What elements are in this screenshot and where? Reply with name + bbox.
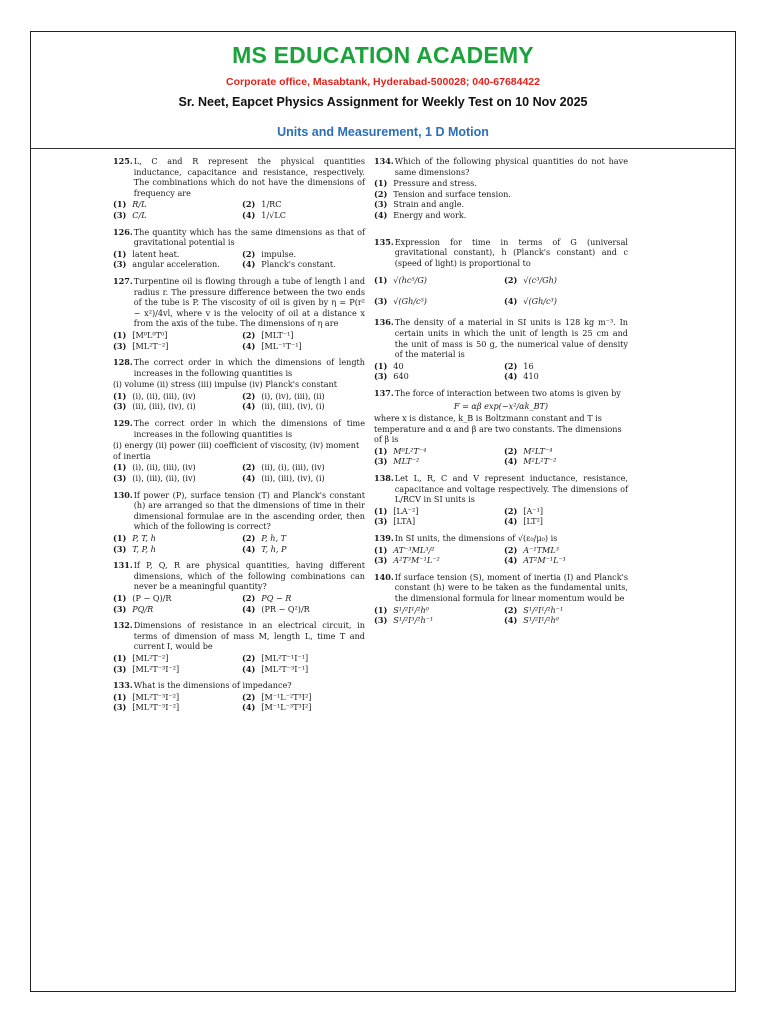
- question-stem: [374, 473, 628, 505]
- option-item: [504, 506, 628, 517]
- option-item: [242, 473, 365, 484]
- option-text: Energy and work.: [393, 209, 467, 220]
- option-item: [242, 391, 365, 402]
- option-text: A²T³M⁻¹L⁻²: [393, 555, 440, 566]
- question-number: 140.: [374, 571, 394, 582]
- options-grid: [113, 533, 365, 554]
- option-item: [374, 545, 498, 556]
- option-text: Tension and surface tension.: [393, 188, 511, 199]
- option-number: (1): [113, 248, 127, 259]
- option-number: (2): [242, 691, 256, 702]
- option-number: (4): [242, 473, 256, 484]
- question-number: 139.: [374, 533, 394, 544]
- option-item: [113, 341, 236, 352]
- option-text: 1/RC: [261, 199, 282, 210]
- option-item: [242, 341, 365, 352]
- option-item: [113, 249, 236, 260]
- option-item: [374, 269, 498, 290]
- option-text: [ML³T⁻³I⁻²]: [132, 702, 180, 713]
- option-text: [M⁰L⁰T⁰]: [132, 329, 168, 340]
- left-column: [113, 156, 365, 719]
- question-135: [374, 237, 628, 312]
- option-text: 410: [523, 371, 539, 382]
- option-text: [ML²T⁻³I⁻¹]: [261, 663, 309, 674]
- option-number: (4): [242, 603, 256, 614]
- option-number: (4): [242, 401, 256, 412]
- option-item: [242, 401, 365, 412]
- option-number: (2): [374, 188, 388, 199]
- option-number: (4): [504, 555, 518, 566]
- question-134: [374, 156, 628, 231]
- option-text: √(c³/Gh): [523, 274, 557, 285]
- question-131: [113, 560, 365, 614]
- option-number: (4): [504, 371, 518, 382]
- option-text: [LTA]: [393, 516, 416, 527]
- option-number: (3): [113, 663, 127, 674]
- option-text: Strain and angle.: [393, 199, 465, 210]
- option-number: (1): [113, 691, 127, 702]
- option-item: [504, 456, 628, 467]
- option-text: R/L: [132, 199, 147, 210]
- option-text: (i), (iii), (ii), (iv): [132, 473, 196, 484]
- question-stem: [374, 533, 628, 544]
- option-text: [ML²T⁻²]: [132, 652, 169, 663]
- option-item: [113, 544, 236, 555]
- option-number: (3): [374, 199, 388, 210]
- option-item: [113, 462, 236, 473]
- question-126: [113, 227, 365, 270]
- option-item: [374, 516, 498, 527]
- option-item: [504, 615, 628, 626]
- option-number: (1): [113, 390, 127, 401]
- option-text: [A⁻¹]: [523, 505, 543, 516]
- option-item: [113, 473, 236, 484]
- option-number: (3): [374, 456, 388, 467]
- option-item: [113, 593, 236, 604]
- option-item: [113, 330, 236, 341]
- option-text: √(hc⁵/G): [393, 274, 427, 285]
- option-text: [M⁻¹L⁻²T³I²]: [261, 691, 312, 702]
- option-number: (2): [242, 329, 256, 340]
- option-text: angular acceleration.: [132, 259, 220, 270]
- option-item: [242, 544, 365, 555]
- option-item: [242, 330, 365, 341]
- option-text: [LA⁻²]: [393, 505, 419, 516]
- option-number: (2): [242, 390, 256, 401]
- question-text: In SI units, the dimensions of √(ε₀/μ₀) is: [394, 533, 558, 544]
- option-number: (1): [374, 360, 388, 371]
- question-text: The density of a material in SI units is 128 kg m⁻³. In certain units in which the unit of length is 25 cm and the unit of mass is 50 g, the numerical value of density of the material is: [394, 317, 628, 360]
- option-number: (2): [504, 445, 518, 456]
- question-text: What is the dimensions of impedance?: [133, 680, 292, 691]
- page-header: [30, 40, 736, 140]
- option-item: [113, 533, 236, 544]
- option-text: [ML²T⁻³I⁻²]: [132, 691, 180, 702]
- option-number: (2): [242, 248, 256, 259]
- question-stem: [113, 490, 365, 532]
- question-gap: [374, 221, 628, 231]
- corporate-address: Corporate office, Masabtank, Hyderabad-500028; 040-67684422: [226, 76, 540, 88]
- option-item: [374, 189, 628, 200]
- option-number: (1): [113, 329, 127, 340]
- option-text: 640: [393, 371, 409, 382]
- option-number: (4): [242, 209, 256, 220]
- question-text: Let L, R, C and V represent inductance, resistance, capacitance and voltage respectively. The dimensions of L/RCV in SI units is: [394, 473, 628, 505]
- options-grid: [374, 178, 628, 220]
- option-number: (3): [113, 543, 127, 554]
- right-column: [374, 156, 628, 632]
- question-stem: [113, 680, 365, 691]
- option-number: (3): [374, 555, 388, 566]
- option-text: (i), (ii), (iii), (iv): [132, 390, 196, 401]
- option-item: [242, 604, 365, 615]
- option-text: S¹/²I¹/²h⁰: [523, 615, 559, 626]
- question-136: [374, 317, 628, 382]
- option-number: (3): [374, 615, 388, 626]
- question-140: [374, 572, 628, 626]
- question-stem: [374, 388, 628, 399]
- option-text: (PR − Q²)/R: [261, 603, 310, 614]
- option-number: (3): [113, 340, 127, 351]
- option-number: (1): [113, 592, 127, 603]
- option-item: [504, 446, 628, 457]
- option-number: (1): [113, 652, 127, 663]
- option-text: S¹/²I¹/²h⁻¹: [523, 604, 564, 615]
- option-text: S¹/²I³/²h⁻¹: [393, 615, 434, 626]
- question-stem: [113, 357, 365, 378]
- option-text: [LT²]: [523, 516, 543, 527]
- option-text: [ML²T⁻³I⁻²]: [132, 663, 180, 674]
- option-number: (4): [504, 456, 518, 467]
- option-item: [113, 210, 236, 221]
- question-stem: [113, 620, 365, 652]
- option-item: [374, 178, 628, 189]
- option-item: [113, 702, 236, 713]
- question-stem: [113, 276, 365, 329]
- option-item: [374, 371, 498, 382]
- option-number: (1): [374, 178, 388, 189]
- option-number: (2): [504, 274, 518, 285]
- option-text: [ML²T⁻²]: [132, 340, 169, 351]
- option-text: (i), (iv), (iii), (ii): [261, 390, 325, 401]
- option-item: [374, 210, 628, 221]
- option-number: (4): [242, 702, 256, 713]
- option-number: (1): [374, 604, 388, 615]
- option-number: (3): [113, 401, 127, 412]
- option-number: (2): [242, 199, 256, 210]
- option-number: (4): [504, 615, 518, 626]
- question-137: [374, 388, 628, 467]
- question-text: The quantity which has the same dimensions as that of gravitational potential is: [133, 226, 365, 248]
- option-text: M²L²T⁻²: [523, 456, 557, 467]
- option-text: MLT⁻²: [393, 456, 420, 467]
- option-text: 1/√LC: [261, 209, 286, 220]
- question-132: [113, 620, 365, 674]
- option-text: PQ − R: [261, 592, 292, 603]
- question-number: 128.: [113, 357, 133, 368]
- question-stem: [113, 227, 365, 248]
- options-grid: [113, 692, 365, 713]
- academy-title: MS EDUCATION ACADEMY: [232, 42, 534, 68]
- option-item: [374, 199, 628, 210]
- question-stem: [374, 317, 628, 359]
- option-item: [113, 199, 236, 210]
- question-number: 134.: [374, 156, 394, 166]
- option-text: PQ/R: [132, 603, 154, 614]
- question-stem: [113, 560, 365, 592]
- option-number: (1): [374, 544, 388, 555]
- option-text: A⁻¹TML³: [523, 544, 559, 555]
- option-text: (ii), (iii), (iv), (i): [261, 401, 325, 412]
- option-text: AT²M⁻¹L⁻¹: [523, 555, 567, 566]
- option-number: (3): [113, 473, 127, 484]
- option-number: (3): [113, 259, 127, 270]
- option-number: (4): [242, 543, 256, 554]
- question-number: 127.: [113, 275, 133, 286]
- option-item: [113, 391, 236, 402]
- question-stem: [113, 418, 365, 439]
- option-text: Pressure and stress.: [393, 178, 477, 189]
- options-grid: [113, 249, 365, 270]
- option-number: (2): [504, 604, 518, 615]
- question-text: Turpentine oil is flowing through a tube of length l and radius r. The pressure difference between the two ends of the tube is P. The viscosity of oil is given by η = P(r² − x²)/4vl, where v is the velocity of oil at a distance x from the axis of the tube. The dimensions of η are: [133, 275, 365, 329]
- question-138: [374, 473, 628, 527]
- question-129: [113, 418, 365, 484]
- question-number: 136.: [374, 317, 394, 328]
- option-item: [242, 664, 365, 675]
- option-number: (2): [504, 544, 518, 555]
- question-text: The force of interaction between two atoms is given by: [394, 387, 621, 398]
- question-stem: [374, 156, 628, 177]
- question-number: 129.: [113, 418, 133, 429]
- question-number: 135.: [374, 236, 394, 247]
- question-stem: [374, 237, 628, 269]
- option-number: (4): [504, 295, 518, 306]
- question-text: If surface tension (S), moment of inertia (I) and Planck's constant (h) were to be taken as the fundamental units, the dimensional formula for linear momentum would be: [394, 571, 628, 603]
- question-number: 130.: [113, 489, 133, 500]
- question-127: [113, 276, 365, 351]
- question-text: L, C and R represent the physical quantities inductance, capacitance and resistance, respectively. The combinations which do not have the dimensions of frequency are: [133, 156, 365, 198]
- options-grid: [113, 593, 365, 614]
- options-grid: [113, 653, 365, 674]
- option-item: [374, 290, 498, 311]
- option-item: [504, 371, 628, 382]
- option-number: (2): [242, 652, 256, 663]
- option-item: [242, 259, 365, 270]
- option-text: [ML²T⁻¹I⁻¹]: [261, 652, 309, 663]
- question-text: If power (P), surface tension (T) and Planck's constant (h) are arranged so that the dimensions of time in their dimensional formulae are in the ascending order, then which of the following is correct?: [133, 489, 365, 532]
- question-subtext: (i) energy (ii) power (iii) coefficient of viscosity, (iv) moment of inertia: [113, 440, 360, 461]
- question-139: [374, 533, 628, 566]
- question-number: 125.: [113, 156, 133, 166]
- question-125: [113, 156, 365, 221]
- assignment-subtitle: Sr. Neet, Eapcet Physics Assignment for Weekly Test on 10 Nov 2025: [178, 95, 588, 109]
- option-item: [113, 692, 236, 703]
- question-text: Expression for time in terms of G (universal gravitational constant), h (Planck's constant) and c (speed of light) is proportional to: [394, 236, 628, 268]
- question-stem: [113, 156, 365, 198]
- option-text: [M⁻¹L⁻³T³I²]: [261, 702, 312, 713]
- question-subtext: where x is distance, k_B is Boltzmann constant and T is temperature and α and β are two constants. The dimensions of β is: [374, 413, 622, 445]
- option-text: [MLT⁻¹]: [261, 329, 294, 340]
- option-text: P, T, h: [132, 533, 156, 543]
- option-item: [374, 615, 498, 626]
- option-number: (2): [504, 360, 518, 371]
- option-text: 40: [393, 360, 404, 371]
- option-number: (3): [113, 603, 127, 614]
- option-item: [242, 702, 365, 713]
- option-item: [242, 533, 365, 544]
- option-item: [113, 664, 236, 675]
- option-number: (4): [242, 340, 256, 351]
- question-formula: F = αβ exp(−x²/αk_BT): [453, 400, 549, 411]
- option-text: √(Gh/c³): [523, 295, 557, 306]
- option-number: (3): [374, 295, 388, 306]
- option-item: [113, 401, 236, 412]
- option-text: AT⁻³ML³/²: [393, 544, 435, 555]
- option-item: [504, 555, 628, 566]
- option-text: M⁰L²T⁻⁴: [393, 445, 427, 456]
- option-text: (ii), (iii), (iv), (i): [132, 401, 196, 412]
- header-divider: [30, 148, 736, 149]
- option-number: (3): [113, 702, 127, 713]
- option-item: [504, 605, 628, 616]
- question-number: 138.: [374, 473, 394, 484]
- question-number: 132.: [113, 620, 133, 631]
- option-item: [504, 545, 628, 556]
- option-item: [374, 605, 498, 616]
- option-text: T, P, h: [132, 543, 156, 554]
- question-text: The correct order in which the dimensions of time increases in the following quantities is: [133, 418, 365, 439]
- options-grid: [374, 446, 628, 467]
- options-grid: [374, 605, 628, 626]
- option-item: [113, 653, 236, 664]
- option-item: [242, 249, 365, 260]
- option-text: C/L: [132, 209, 147, 220]
- question-number: 137.: [374, 387, 394, 398]
- option-number: (4): [242, 663, 256, 674]
- option-number: (1): [374, 505, 388, 516]
- option-item: [374, 456, 498, 467]
- option-number: (1): [374, 274, 388, 285]
- option-item: [504, 516, 628, 527]
- option-text: [ML⁻¹T⁻¹]: [261, 340, 302, 351]
- option-item: [504, 290, 628, 311]
- option-number: (1): [113, 533, 127, 543]
- option-text: (P − Q)/R: [132, 592, 172, 603]
- option-item: [242, 199, 365, 210]
- option-number: (2): [504, 505, 518, 516]
- option-text: (i), (ii), (iii), (iv): [132, 462, 196, 473]
- option-item: [242, 692, 365, 703]
- question-subtext: (i) volume (ii) stress (iii) impulse (iv) Planck's constant: [113, 379, 338, 390]
- option-item: [113, 259, 236, 270]
- option-text: impulse.: [261, 248, 297, 259]
- option-text: S¹/²I¹/²h⁰: [393, 604, 429, 615]
- option-item: [242, 210, 365, 221]
- option-text: latent heat.: [132, 248, 180, 259]
- option-number: (3): [374, 371, 388, 382]
- option-number: (3): [374, 516, 388, 527]
- option-item: [374, 361, 498, 372]
- options-grid: [374, 506, 628, 527]
- option-text: 16: [523, 360, 534, 371]
- option-number: (1): [113, 462, 127, 473]
- option-item: [374, 506, 498, 517]
- option-text: (ii), (iii), (iv), (i): [261, 473, 325, 484]
- question-128: [113, 357, 365, 412]
- options-grid: [113, 391, 365, 412]
- option-text: √(Gh/c⁵): [393, 295, 427, 306]
- option-item: [242, 593, 365, 604]
- options-grid: [113, 330, 365, 351]
- option-item: [113, 604, 236, 615]
- question-text: Which of the following physical quantities do not have same dimensions?: [394, 156, 628, 177]
- question-text: The correct order in which the dimensions of length increases in the following quantities is: [133, 357, 365, 378]
- option-number: (2): [242, 533, 256, 543]
- question-text: If P, Q, R are physical quantities, having different dimensions, which of the following combinations can never be a meaningful quantity?: [133, 560, 365, 592]
- option-item: [242, 653, 365, 664]
- option-item: [504, 269, 628, 290]
- question-text: Dimensions of resistance in an electrical circuit, in terms of dimension of mass M, length L, time T and current I, would be: [133, 620, 365, 652]
- option-text: T, h, P: [261, 543, 287, 554]
- option-number: (4): [242, 259, 256, 270]
- option-item: [374, 555, 498, 566]
- question-133: [113, 680, 365, 713]
- options-grid: [374, 269, 628, 311]
- question-number: 126.: [113, 226, 133, 237]
- option-number: (4): [504, 516, 518, 527]
- option-number: (2): [242, 592, 256, 603]
- option-item: [374, 446, 498, 457]
- option-text: P, h, T: [261, 533, 287, 543]
- option-text: (ii), (i), (iii), (iv): [261, 462, 325, 473]
- option-number: (4): [374, 209, 388, 220]
- options-grid: [374, 545, 628, 566]
- options-grid: [113, 462, 365, 483]
- option-text: M²LT⁻⁴: [523, 445, 553, 456]
- option-number: (1): [374, 445, 388, 456]
- question-stem: [374, 572, 628, 604]
- option-number: (2): [242, 462, 256, 473]
- options-grid: [113, 199, 365, 220]
- question-130: [113, 490, 365, 555]
- option-number: (3): [113, 209, 127, 220]
- question-number: 131.: [113, 560, 133, 571]
- option-number: (1): [113, 199, 127, 210]
- options-grid: [374, 361, 628, 382]
- topic-heading: Units and Measurement, 1 D Motion: [277, 125, 489, 139]
- question-number: 133.: [113, 680, 133, 691]
- option-item: [242, 462, 365, 473]
- option-item: [504, 361, 628, 372]
- option-text: Planck's constant.: [261, 259, 336, 270]
